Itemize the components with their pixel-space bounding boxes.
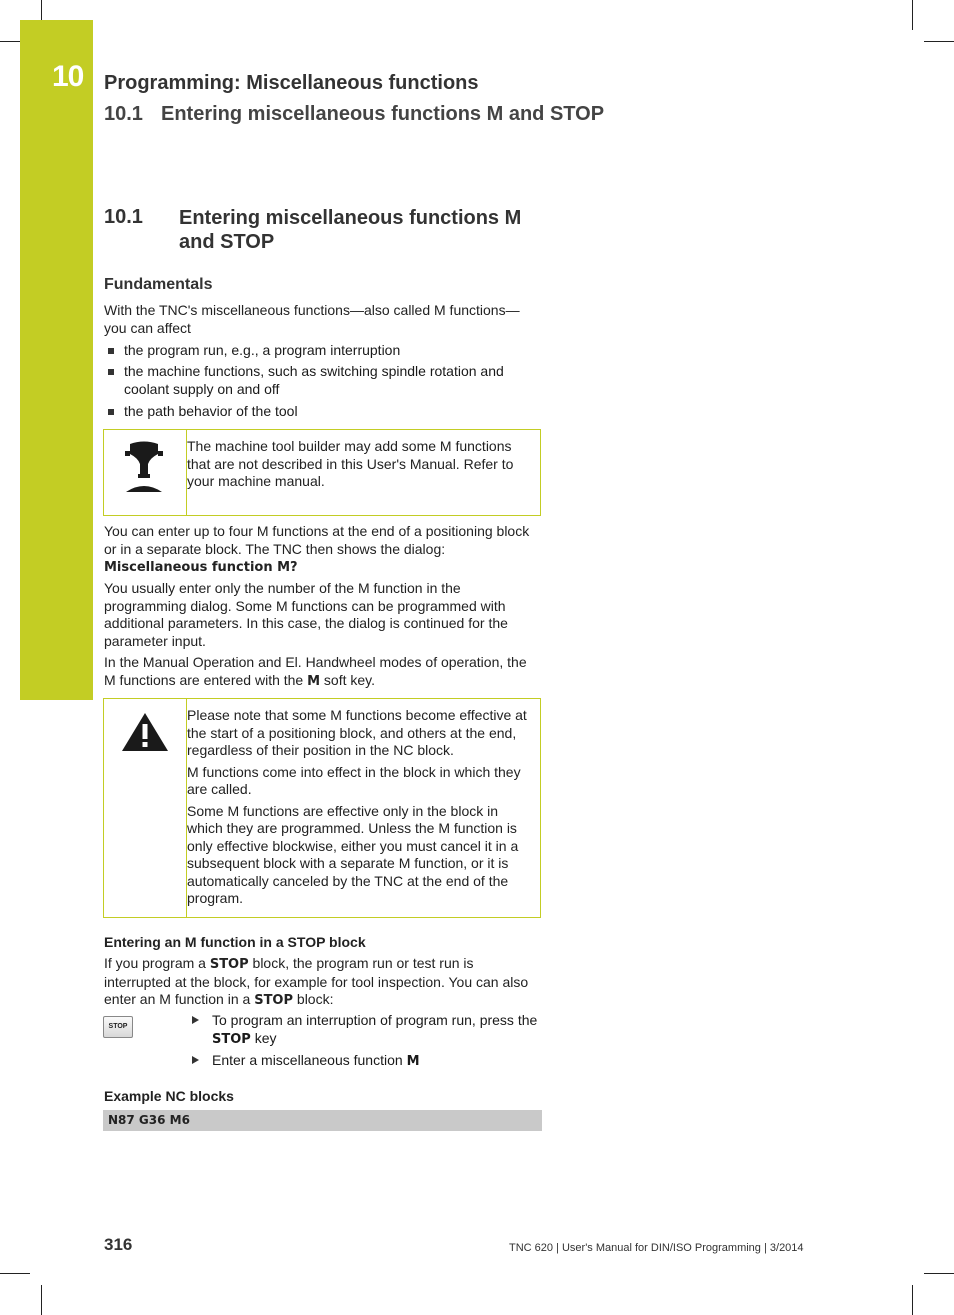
running-header-chapter: Programming: Miscellaneous functions — [104, 72, 479, 94]
nc-code-block: N87 G36 M6 — [103, 1110, 542, 1131]
crop-mark — [912, 1285, 913, 1315]
manual-text-after: soft key. — [320, 671, 376, 688]
crop-mark — [924, 1273, 954, 1274]
crop-mark — [924, 41, 954, 42]
stop-block-heading: Entering an M function in a STOP block — [104, 934, 366, 950]
machine-tool-icon — [120, 440, 170, 501]
fundamentals-heading: Fundamentals — [104, 276, 213, 293]
manual-mode-paragraph — [104, 654, 540, 690]
example-heading: Example NC blocks — [104, 1088, 234, 1104]
section-title: Entering miscellaneous functions M and STOP — [179, 207, 522, 253]
chapter-number: 10 — [52, 60, 84, 93]
running-header-section-number: 10.1 — [104, 103, 143, 125]
warning-paragraph: Some M functions are effective only in the block in which they are programmed. Unless the M function is only effective blockwise, either you must cancel it in a subsequent block with a separate M function, or it is automatically canceled by the TNC at the end of the program. — [187, 802, 519, 906]
stop-text: block, the program run or test run is interrupted at the block, for example for tool inspection. You can also enter an M function in a — [104, 955, 529, 1007]
step-text: Enter a miscellaneous function M — [212, 1052, 420, 1069]
fundamentals-intro: With the TNC's miscellaneous functions—also called M functions—you can affect — [104, 302, 520, 336]
step-text: To program an interruption of program run, press the STOP key — [212, 1012, 538, 1047]
footer-text: TNC 620 | User's Manual for DIN/ISO Programming | 3/2014 — [509, 1242, 804, 1254]
section-number: 10.1 — [104, 206, 143, 228]
number-paragraph: You usually enter only the number of the M function in the programming dialog. Some M functions can be programmed with additional parameters. In this case, the dialog is continued for the parameter input. — [104, 580, 508, 649]
bullet-text: the path behavior of the tool — [124, 403, 298, 419]
crop-mark — [41, 0, 42, 20]
enter-functions-paragraph — [104, 523, 540, 577]
stop-text: block: — [293, 991, 334, 1007]
machine-note-text: The machine tool builder may add some M functions that are not described in this User's Manual. Refer to your machine manual. — [187, 438, 514, 489]
crop-mark — [0, 41, 20, 42]
stop-key-icon: STOP — [103, 1016, 133, 1038]
running-header-section — [104, 103, 604, 126]
crop-mark — [41, 1285, 42, 1315]
stop-text: If you program a — [104, 955, 210, 971]
machine-note-box — [103, 429, 541, 516]
crop-mark — [912, 0, 913, 30]
stop-keyword: STOP — [254, 993, 294, 1008]
crop-mark — [0, 1273, 30, 1274]
chapter-tab — [20, 20, 93, 700]
bullet-text: the machine functions, such as switching spindle rotation and coolant supply on and off — [124, 363, 504, 397]
stop-block-paragraph — [104, 955, 540, 1010]
warning-paragraph: Please note that some M functions become effective at the start of a positioning block, and others at the end, regardless of their position in the NC block. — [187, 707, 527, 758]
m-soft-key-label: M — [307, 673, 321, 689]
enter-functions-text: You can enter up to four M functions at the end of a positioning block or in a separate block. The TNC then shows the dialog: — [104, 523, 530, 557]
dialog-text: Miscellaneous function M? — [104, 560, 298, 575]
bullet-text: the program run, e.g., a program interruption — [124, 342, 401, 358]
running-header-section-title: Entering miscellaneous functions M and STOP — [161, 103, 605, 125]
warning-text — [187, 707, 535, 908]
warning-note-box — [103, 698, 541, 918]
warning-icon — [120, 711, 170, 758]
page-number: 316 — [104, 1235, 133, 1254]
manual-text-before: In the Manual Operation and El. Handwheel modes of operation, the M functions are entered with the — [104, 654, 527, 688]
stop-keyword: STOP — [209, 957, 249, 972]
warning-paragraph: M functions come into effect in the block in which they are called. — [187, 763, 521, 797]
